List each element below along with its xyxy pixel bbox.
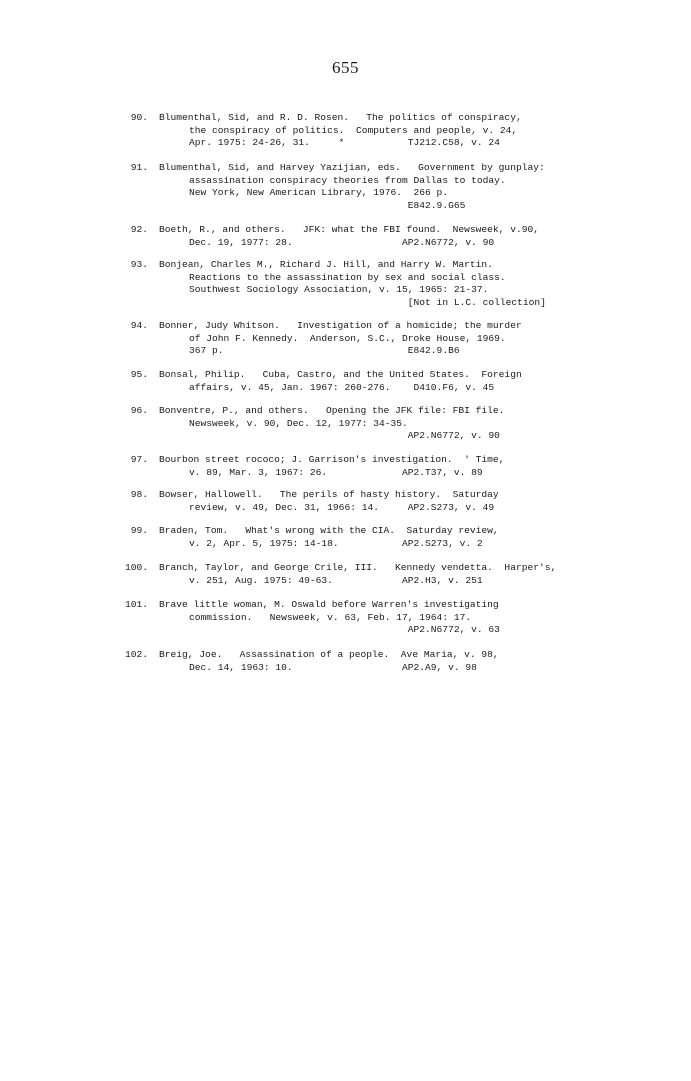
bibliography-entry-102: [0, 649, 691, 674]
entry-number: 96.: [130, 405, 148, 416]
entry-line: AP2.N6772, v. 63: [189, 624, 500, 636]
bibliography-entry-91: [0, 162, 691, 212]
bibliography-entry-96: [0, 405, 691, 443]
entry-number: 93.: [130, 259, 148, 270]
entry-line: v. 251, Aug. 1975: 49-63. AP2.H3, v. 251: [189, 574, 483, 586]
entry-line: AP2.N6772, v. 90: [189, 430, 500, 442]
page-number: 655: [332, 58, 359, 77]
entry-number: 91.: [130, 162, 148, 173]
entry-number: 100.: [124, 562, 148, 573]
entry-line: Reactions to the assassination by sex and social class.: [189, 271, 506, 283]
entry-line: Bourbon street rococo; J. Garrison's investigation. ' Time,: [159, 454, 505, 465]
bibliography-entry-92: [0, 224, 691, 249]
entry-number: 95.: [130, 369, 148, 380]
bibliography-entry-101: [0, 599, 691, 637]
entry-line: Boeth, R., and others. JFK: what the FBI found. Newsweek, v.90,: [159, 224, 539, 235]
entry-line: 367 p. E842.9.B6: [189, 345, 460, 357]
entry-line: affairs, v. 45, Jan. 1967: 260-276. D410.F6, v. 45: [189, 381, 495, 393]
bibliography-entry-97: [0, 454, 691, 479]
bibliography-entry-99: [0, 525, 691, 550]
entry-number: 97.: [130, 454, 148, 465]
entry-line: v. 2, Apr. 5, 1975: 14-18. AP2.S273, v. 2: [189, 537, 483, 549]
entry-line: New York, New American Library, 1976. 266 p.: [189, 187, 449, 199]
entry-line: assassination conspiracy theories from Dallas to today.: [189, 174, 506, 186]
entry-number: 92.: [130, 224, 148, 235]
entry-line: Bowser, Hallowell. The perils of hasty history. Saturday: [159, 489, 499, 500]
entry-number: 98.: [130, 489, 148, 500]
entry-line: Apr. 1975: 24-26, 31. * TJ212.C58, v. 24: [189, 137, 500, 149]
entry-number: 101.: [124, 599, 148, 610]
entry-line: Braden, Tom. What's wrong with the CIA. Saturday review,: [159, 525, 499, 536]
entry-line: Branch, Taylor, and George Crile, III. Kennedy vendetta. Harper's,: [159, 562, 557, 573]
entry-number: 90.: [130, 112, 148, 123]
entry-line: the conspiracy of politics. Computers and people, v. 24,: [189, 124, 518, 136]
entry-line: Breig, Joe. Assassination of a people. Ave Maria, v. 98,: [159, 649, 499, 660]
entry-line: Brave little woman, M. Oswald before Warren's investigating: [159, 599, 499, 610]
entry-line: [Not in L.C. collection]: [189, 296, 546, 308]
entry-line: E842.9.G65: [189, 199, 466, 211]
bibliography-entry-90: [0, 112, 691, 150]
bibliography-entry-98: [0, 489, 691, 514]
bibliography-entry-100: [0, 562, 691, 587]
entry-line: Bonventre, P., and others. Opening the JFK file: FBI file.: [159, 405, 505, 416]
entry-line: Blumenthal, Sid, and R. D. Rosen. The politics of conspiracy,: [159, 112, 522, 123]
entry-number: 99.: [130, 525, 148, 536]
entry-line: Bonsal, Philip. Cuba, Castro, and the United States. Foreign: [159, 369, 522, 380]
entry-number: 94.: [130, 320, 148, 331]
entry-line: v. 89, Mar. 3, 1967: 26. AP2.T37, v. 89: [189, 466, 483, 478]
entry-line: commission. Newsweek, v. 63, Feb. 17, 1964: 17.: [189, 611, 472, 623]
bibliography-entry-95: [0, 369, 691, 394]
entry-line: review, v. 49, Dec. 31, 1966: 14. AP2.S273, v. 49: [189, 501, 495, 513]
entry-line: Bonner, Judy Whitson. Investigation of a homicide; the murder: [159, 320, 522, 331]
entry-line: Bonjean, Charles M., Richard J. Hill, and Harry W. Martin.: [159, 259, 493, 270]
entry-line: Blumenthal, Sid, and Harvey Yazijian, eds. Government by gunplay:: [159, 162, 545, 173]
entry-line: Dec. 14, 1963: 10. AP2.A9, v. 98: [189, 661, 477, 673]
entry-line: Newsweek, v. 90, Dec. 12, 1977: 34-35.: [189, 417, 408, 429]
bibliography-entry-93: [0, 259, 691, 309]
bibliography-entry-94: [0, 320, 691, 358]
entry-line: Dec. 19, 1977: 28. AP2.N6772, v. 90: [189, 236, 495, 248]
entry-number: 102.: [124, 649, 148, 660]
entry-line: of John F. Kennedy. Anderson, S.C., Droke House, 1969.: [189, 332, 506, 344]
entry-line: Southwest Sociology Association, v. 15, 1965: 21-37.: [189, 284, 489, 296]
